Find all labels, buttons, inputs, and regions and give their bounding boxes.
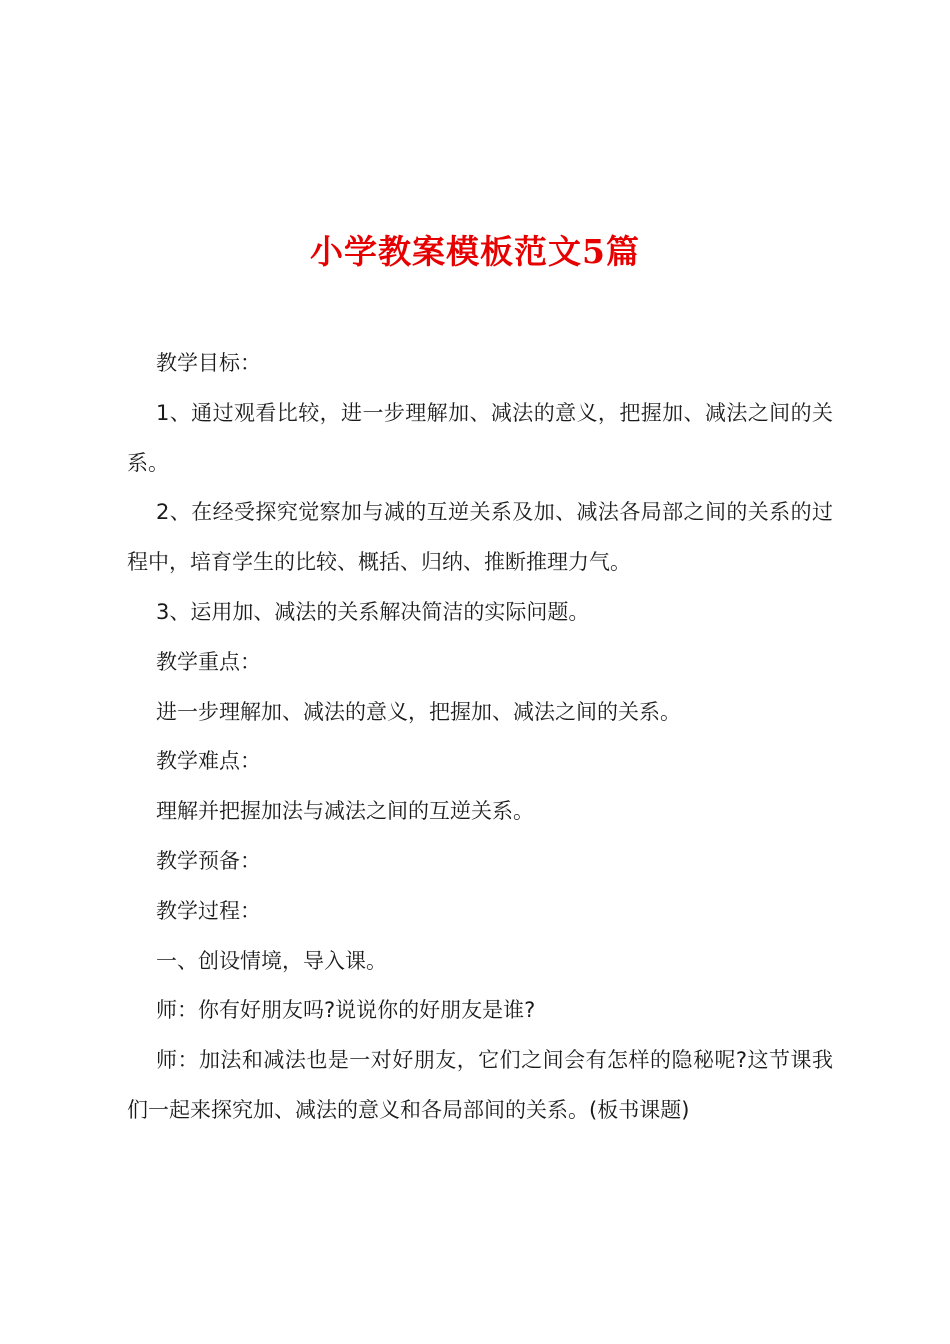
heading-process: 教学过程： xyxy=(156,898,261,923)
goal-item-3: 3、运用加、减法的关系解决简洁的实际问题。 xyxy=(156,599,590,624)
teacher-line-1: 师：你有好朋友吗?说说你的好朋友是谁? xyxy=(156,998,536,1023)
teacher-line-2: 师：加法和减法也是一对好朋友，它们之间会有怎样的隐秘呢?这节课我们一起来探究加、减法的意义和各局部间的关系。(板书课题) xyxy=(127,1048,833,1122)
heading-teaching-goals: 教学目标： xyxy=(156,351,261,375)
heading-key-points: 教学重点： xyxy=(156,649,261,674)
document-title: 小学教案模板范文5篇 xyxy=(310,232,640,272)
difficulties-text: 理解并把握加法与减法之间的互逆关系。 xyxy=(156,799,534,824)
goal-item-1: 1、通过观看比较，进一步理解加、减法的意义，把握加、减法之间的关系。 xyxy=(127,400,833,475)
document-body xyxy=(127,339,833,1136)
heading-preparation: 教学预备： xyxy=(156,848,261,873)
process-step-1: 一、创设情境，导入课。 xyxy=(156,948,387,973)
key-points-text: 进一步理解加、减法的意义，把握加、减法之间的关系。 xyxy=(156,699,681,724)
heading-difficulties: 教学难点： xyxy=(156,749,261,774)
goal-item-2: 2、在经受探究觉察加与减的互逆关系及加、减法各局部之间的关系的过程中，培育学生的比较、概括、归纳、推断推理力气。 xyxy=(127,500,833,575)
